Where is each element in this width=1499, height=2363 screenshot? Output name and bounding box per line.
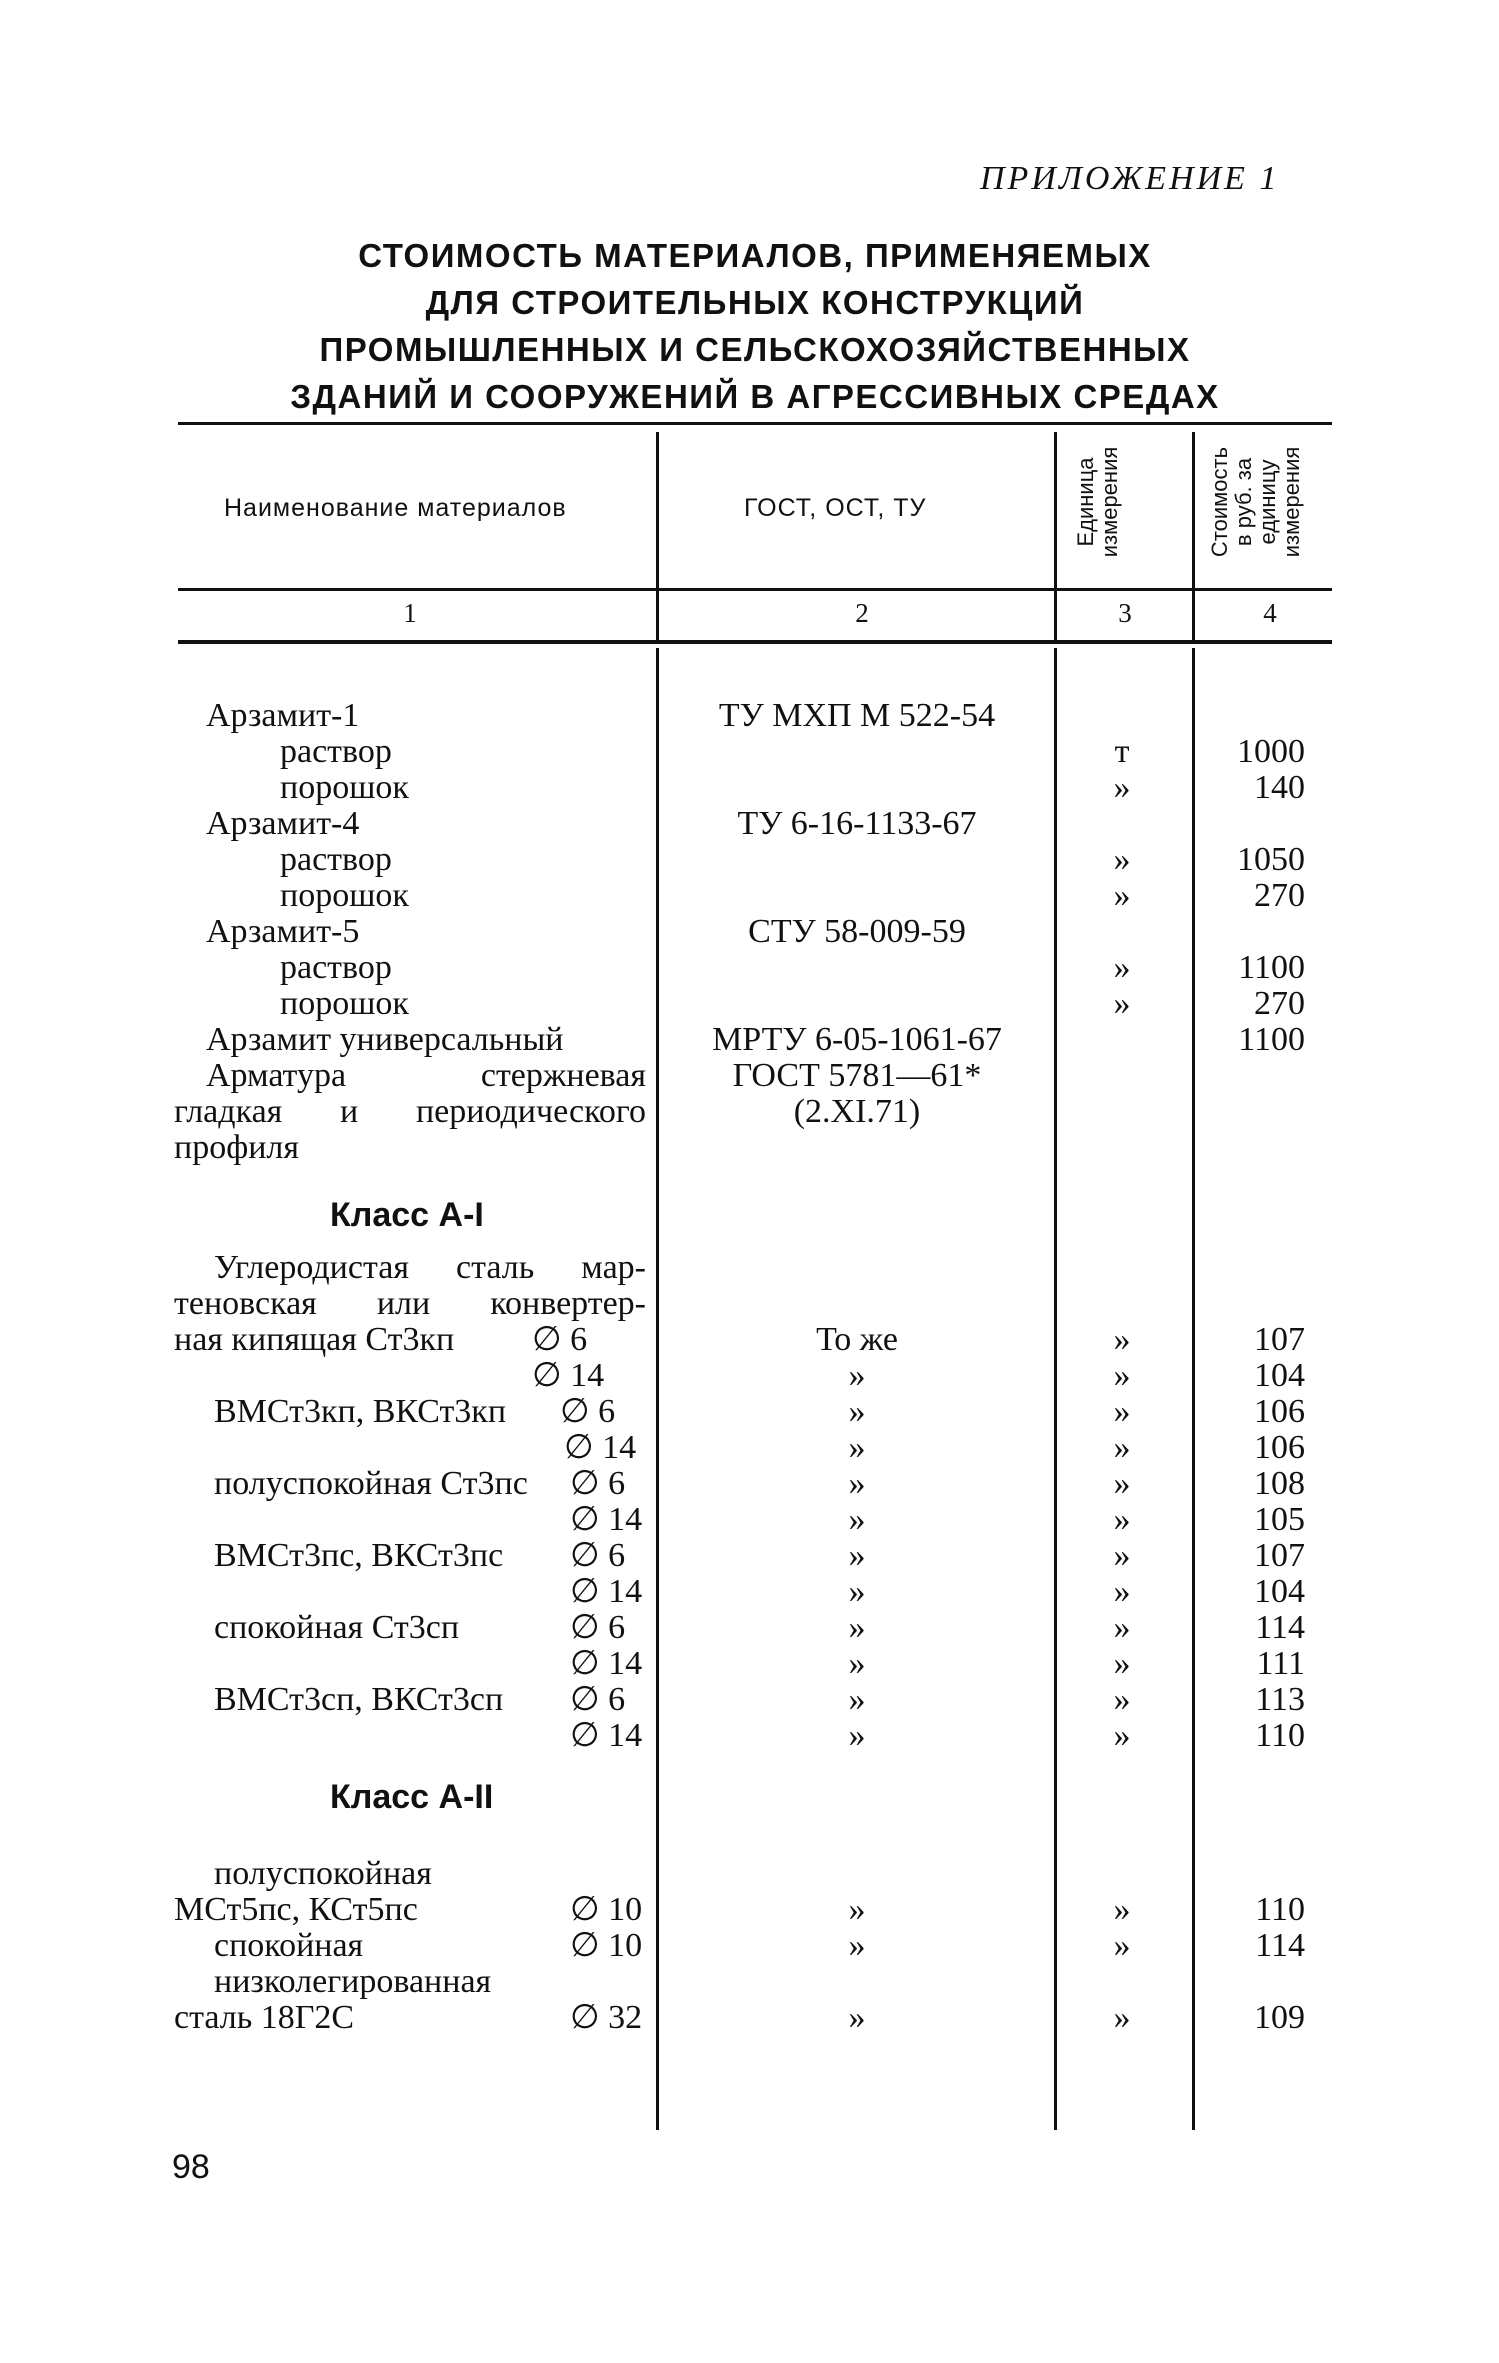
table-row	[0, 1610, 1499, 1646]
table-row	[0, 1430, 1499, 1466]
header-gost: ГОСТ, ОСТ, ТУ	[744, 494, 927, 522]
unit: »	[1113, 1537, 1131, 1574]
gost-code: »	[848, 1357, 866, 1394]
material-name: сталь 18Г2С	[174, 1999, 355, 2036]
table-row	[0, 1394, 1499, 1430]
gost-code: МРТУ 6-05-1061-67	[712, 1021, 1002, 1058]
diameter: ∅ 14	[570, 1501, 643, 1538]
unit: »	[1113, 949, 1131, 986]
price: 107	[1254, 1321, 1305, 1358]
appendix-label: ПРИЛОЖЕНИЕ 1	[980, 160, 1280, 197]
unit: »	[1113, 1393, 1131, 1430]
material-name: порошок	[280, 769, 409, 806]
diameter: ∅ 14	[564, 1429, 637, 1466]
gost-code: ГОСТ 5781—61*	[732, 1057, 982, 1094]
material-name: Арзамит-4	[206, 805, 360, 842]
gost-code: СТУ 58-009-59	[748, 913, 966, 950]
diameter: ∅ 10	[570, 1927, 643, 1964]
material-name: профиля	[174, 1129, 300, 1166]
price: 270	[1254, 877, 1305, 914]
table-row	[0, 1856, 1499, 1892]
material-name: раствор	[280, 733, 392, 770]
diameter: ∅ 14	[570, 1645, 643, 1682]
unit: »	[1113, 1321, 1131, 1358]
column-number: 4	[1263, 598, 1277, 628]
price: 109	[1254, 1999, 1305, 2036]
material-name: ВМСт3сп, ВКСт3сп	[214, 1681, 504, 1718]
gost-code: »	[848, 1891, 866, 1928]
price: 114	[1255, 1609, 1305, 1646]
table-row	[0, 1022, 1499, 1058]
table-row	[0, 1058, 1499, 1094]
gost-code: »	[848, 1609, 866, 1646]
material-name: полуспокойная	[214, 1855, 432, 1892]
unit: »	[1113, 1681, 1131, 1718]
table-row	[0, 878, 1499, 914]
unit: »	[1113, 1717, 1131, 1754]
price: 1000	[1237, 733, 1305, 770]
gost-code: »	[848, 1645, 866, 1682]
header-cost-line: измерения	[1279, 446, 1304, 558]
unit: »	[1113, 985, 1131, 1022]
page-number: 98	[172, 2148, 210, 2186]
diameter: ∅ 10	[570, 1891, 643, 1928]
table-row	[0, 734, 1499, 770]
price: 1050	[1237, 841, 1305, 878]
price: 104	[1254, 1357, 1305, 1394]
class-a1-heading: Класс А-I	[330, 1196, 484, 1234]
unit: »	[1113, 1429, 1131, 1466]
unit: »	[1113, 1927, 1131, 1964]
material-name: порошок	[280, 985, 409, 1022]
unit: »	[1113, 877, 1131, 914]
price: 104	[1254, 1573, 1305, 1610]
gost-code: »	[848, 1393, 866, 1430]
diameter: ∅ 14	[570, 1717, 643, 1754]
title-line: ПРОМЫШЛЕННЫХ И СЕЛЬСКОХОЗЯЙСТВЕННЫХ	[319, 331, 1191, 368]
material-name: МСт5пс, КСт5пс	[174, 1891, 418, 1928]
table-row	[0, 1502, 1499, 1538]
unit: »	[1113, 1501, 1131, 1538]
header-cost-line: в руб. за	[1231, 457, 1256, 547]
gost-code: (2.XI.71)	[793, 1093, 921, 1130]
gost-code: ТУ МХП М 522-54	[718, 697, 996, 734]
table-row	[0, 2000, 1499, 2036]
material-name: полуспокойная Ст3пс	[214, 1465, 528, 1502]
price: 113	[1255, 1681, 1305, 1718]
price: 108	[1254, 1465, 1305, 1502]
price: 110	[1255, 1891, 1305, 1928]
table-row	[0, 1094, 1499, 1130]
table-row	[0, 1286, 1499, 1322]
material-name: теновская или конвертер-	[174, 1285, 646, 1322]
material-name: спокойная Ст3сп	[214, 1609, 460, 1646]
material-name: Арзамит универсальный	[206, 1021, 564, 1058]
gost-code: »	[848, 1465, 866, 1502]
price: 140	[1254, 769, 1305, 806]
price: 1100	[1238, 1021, 1305, 1058]
gost-code: »	[848, 1717, 866, 1754]
gost-code: То же	[816, 1321, 898, 1358]
table-row	[0, 806, 1499, 842]
header-cost-line: единицу	[1255, 459, 1280, 545]
table-row	[0, 986, 1499, 1022]
title-line: СТОИМОСТЬ МАТЕРИАЛОВ, ПРИМЕНЯЕМЫХ	[358, 237, 1152, 274]
price: 107	[1254, 1537, 1305, 1574]
table-row	[0, 770, 1499, 806]
header-materials: Наименование материалов	[224, 494, 567, 522]
gost-code: ТУ 6-16-1133-67	[737, 805, 977, 842]
unit: »	[1113, 769, 1131, 806]
material-name: Арзамит-5	[206, 913, 360, 950]
diameter: ∅ 6	[570, 1681, 626, 1718]
table-row	[0, 950, 1499, 986]
material-name: ная кипящая Ст3кп	[174, 1321, 455, 1358]
gost-code: »	[848, 1681, 866, 1718]
table-row	[0, 1130, 1499, 1166]
table-row	[0, 1682, 1499, 1718]
title-line: ДЛЯ СТРОИТЕЛЬНЫХ КОНСТРУКЦИЙ	[425, 284, 1085, 321]
gost-code: »	[848, 1537, 866, 1574]
material-name: Арматура стержневая	[206, 1057, 646, 1094]
unit: »	[1113, 1891, 1131, 1928]
table-row	[0, 1358, 1499, 1394]
price: 105	[1254, 1501, 1305, 1538]
table-row	[0, 1892, 1499, 1928]
class-a2-heading: Класс А-II	[330, 1778, 494, 1816]
diameter: ∅ 6	[570, 1537, 626, 1574]
unit: »	[1113, 1609, 1131, 1646]
table-row	[0, 1322, 1499, 1358]
diameter: ∅ 6	[532, 1321, 588, 1358]
table-row	[0, 1718, 1499, 1754]
material-name: низколегированная	[214, 1963, 492, 2000]
diameter: ∅ 14	[532, 1357, 605, 1394]
gost-code: »	[848, 1501, 866, 1538]
material-name: Арзамит-1	[206, 697, 360, 734]
header-cost-line: Стоимость	[1207, 446, 1232, 558]
material-name: спокойная	[214, 1927, 364, 1964]
table-row	[0, 842, 1499, 878]
unit: »	[1113, 1999, 1131, 2036]
material-name: Углеродистая сталь мар-	[214, 1249, 646, 1286]
column-number: 3	[1118, 598, 1132, 628]
header-unit-line: измерения	[1097, 446, 1122, 558]
price: 110	[1255, 1717, 1305, 1754]
price: 106	[1254, 1429, 1305, 1466]
price: 114	[1255, 1927, 1305, 1964]
diameter: ∅ 6	[560, 1393, 616, 1430]
diameter: ∅ 6	[570, 1609, 626, 1646]
price: 111	[1256, 1645, 1305, 1682]
material-name: раствор	[280, 841, 392, 878]
gost-code: »	[848, 1573, 866, 1610]
material-name: порошок	[280, 877, 409, 914]
column-number: 1	[403, 598, 417, 628]
gost-code: »	[848, 1927, 866, 1964]
table-row	[0, 1574, 1499, 1610]
unit: »	[1113, 1357, 1131, 1394]
table-row	[0, 914, 1499, 950]
header-unit-line: Единица	[1073, 457, 1098, 547]
price: 270	[1254, 985, 1305, 1022]
table-row	[0, 698, 1499, 734]
diameter: ∅ 32	[570, 1999, 643, 2036]
table-row	[0, 1250, 1499, 1286]
table-row	[0, 1646, 1499, 1682]
diameter: ∅ 14	[570, 1573, 643, 1610]
unit: »	[1113, 1573, 1131, 1610]
table-row	[0, 1964, 1499, 2000]
material-name: ВМСт3пс, ВКСт3пс	[214, 1537, 504, 1574]
table-row	[0, 1538, 1499, 1574]
unit: т	[1114, 733, 1130, 770]
material-name: гладкая и периодического	[174, 1093, 646, 1130]
table-row	[0, 1928, 1499, 1964]
price: 1100	[1238, 949, 1305, 986]
title-line: ЗДАНИЙ И СООРУЖЕНИЙ В АГРЕССИВНЫХ СРЕДАХ	[290, 378, 1220, 415]
diameter: ∅ 6	[570, 1465, 626, 1502]
table-row	[0, 1466, 1499, 1502]
gost-code: »	[848, 1999, 866, 2036]
unit: »	[1113, 841, 1131, 878]
material-name: ВМСт3кп, ВКСт3кп	[214, 1393, 507, 1430]
unit: »	[1113, 1645, 1131, 1682]
gost-code: »	[848, 1429, 866, 1466]
price: 106	[1254, 1393, 1305, 1430]
material-name: раствор	[280, 949, 392, 986]
column-number: 2	[855, 598, 869, 628]
unit: »	[1113, 1465, 1131, 1502]
